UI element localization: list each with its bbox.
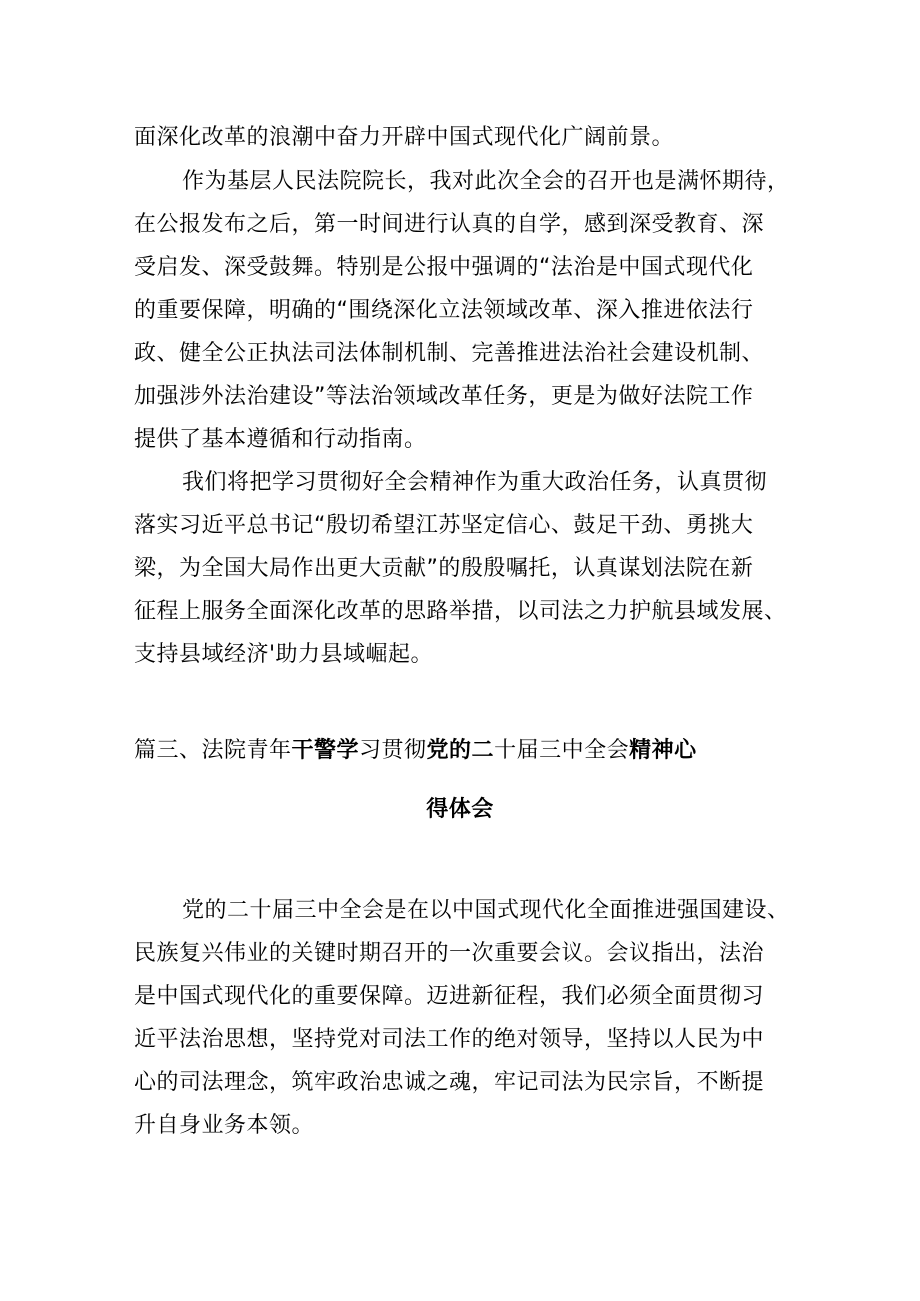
paragraph-line: 征程上服务全面深化改革的思路举措，以司法之力护航县域发展、	[134, 599, 787, 624]
paragraph-line: 是中国式现代化的重要保障。迈进新征程，我们必须全面贯彻习	[134, 984, 765, 1009]
paragraph-line: 党的二十届三中全会是在以中国式现代化全面推进强国建设、	[182, 898, 790, 923]
paragraph-line: 加强涉外法治建设”等法治领域改革任务，更是为做好法院工作	[134, 384, 754, 409]
heading-part: 习贯彻	[359, 738, 427, 763]
paragraph-line: 我们将把学习贯彻好全会精神作为重大政治任务，认真贯彻	[182, 470, 768, 495]
paragraph-line: 支持县域经济'助力县域崛起。	[134, 642, 434, 667]
heading-part: 十届三中全会	[494, 738, 630, 763]
paragraph-line: 受启发、深受鼓舞。特别是公报中强调的“法治是中国式现代化	[134, 255, 754, 280]
paragraph-line: 面深化改革的浪潮中奋力开辟中国式现代化广阔前景。	[134, 125, 675, 150]
heading-part-bold: 干警学	[291, 738, 360, 763]
section-heading	[134, 736, 697, 766]
paragraph-line: 作为基层人民法院院长，我对此次全会的召开也是满怀期待，	[182, 169, 790, 194]
paragraph-line: 心的司法理念，筑牢政治忠诚之魂，牢记司法为民宗旨，不断提	[134, 1070, 765, 1095]
heading-part-bold: 精神心	[629, 738, 697, 763]
heading-part: 篇三、法院青年	[134, 738, 292, 763]
heading-part-bold: 党的二	[426, 738, 495, 763]
paragraph-line: 政、健全公正执法司法体制机制、完善推进法治社会建设机制、	[134, 341, 765, 366]
paragraph-line: 升自身业务本领。	[134, 1113, 315, 1138]
paragraph-line: 近平法治思想，坚持党对司法工作的绝对领导，坚持以人民为中	[134, 1027, 765, 1052]
paragraph-line: 民族复兴伟业的关键时期召开的一次重要会议。会议指出，法治	[134, 941, 765, 966]
paragraph-line: 梁，为全国大局作出更大贡献”的殷殷嘱托，认真谋划法院在新	[134, 556, 754, 581]
paragraph-line: 的重要保障，明确的“围绕深化立法领域改革、深入推进依法行	[134, 298, 754, 323]
section-heading-line-2: 得体会	[426, 797, 494, 822]
paragraph-line: 落实习近平总书记“殷切希望江苏坚定信心、鼓足干劲、勇挑大	[134, 513, 754, 538]
paragraph-line: 在公报发布之后，第一时间进行认真的自学，感到深受教育、深	[134, 212, 765, 237]
paragraph-line: 提供了基本遵循和行动指南。	[134, 427, 427, 452]
